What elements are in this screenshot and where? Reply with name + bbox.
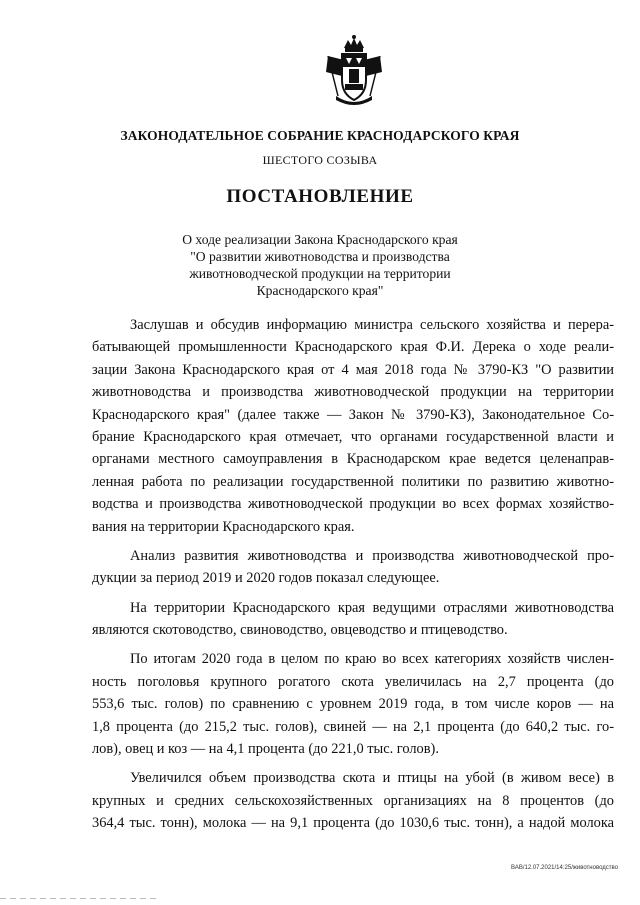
coat-of-arms-icon: [322, 34, 386, 108]
text-line: батывающей промышленности Краснодарского края Ф.И. Дерека о ходе реали-: [92, 339, 614, 356]
paragraph-1: [92, 314, 614, 538]
text-line: 1,8 процента (до 215,2 тыс. голов), свиней — на 2,1 процента (до 640,2 тыс. го-: [92, 718, 614, 735]
paragraph-5: [92, 767, 614, 834]
text-line: являются скотоводство, свиноводство, овцеводство и птицеводство.: [92, 622, 508, 639]
text-line: Увеличился объем производства скота и птицы на убой (в живом весе) в: [130, 770, 614, 787]
paragraph-4: [92, 648, 614, 760]
text-line: 364,4 тыс. тонн), молока — на 9,1 процента (до 1030,6 тыс. тонн), а надой молока: [92, 815, 614, 832]
text-line: ность поголовья крупного рогатого скота увеличилась на 2,7 процента (до: [92, 673, 614, 690]
text-line: животноводства и производства животноводческой продукции на территории: [92, 384, 614, 401]
resolution-subject: [0, 231, 640, 299]
text-line: зации Закона Краснодарского края от 4 мая 2018 года № 3790-КЗ "О развитии: [92, 361, 614, 378]
subject-line: животноводческой продукции на территории: [189, 266, 451, 281]
organization-title: ЗАКОНОДАТЕЛЬНОЕ СОБРАНИЕ КРАСНОДАРСКОГО КРАЯ: [120, 128, 520, 143]
text-line: органами местного самоуправления в Краснодарском крае ведется целенаправ-: [92, 451, 614, 468]
scan-edge-artifact: [0, 897, 640, 900]
paragraph-2: [92, 545, 614, 590]
text-line: 553,6 тыс. голов) по сравнению с уровнем 2019 года, в том числе коров — на: [92, 696, 614, 713]
text-line: Краснодарского края" (далее также — Закон № 3790-КЗ), Законодательное Со-: [92, 406, 614, 423]
subject-line: "О развитии животноводства и производства: [190, 249, 450, 264]
text-line: На территории Краснодарского края ведущими отраслями животноводства: [130, 599, 614, 616]
paragraph-3: [92, 597, 614, 642]
text-line: лов), овец и коз — на 4,1 процента (до 221,0 тыс. голов).: [92, 741, 439, 758]
text-line: Заслушав и обсудив информацию министра сельского хозяйства и перера-: [130, 317, 614, 333]
text-line: водства и производства животноводческой продукции во всех формах хозяйство-: [92, 496, 614, 513]
text-line: вания на территории Краснодарского края.: [92, 518, 355, 535]
text-line: ленная работа по реализации государственной политики по развитию животно-: [92, 473, 614, 490]
convocation-label: ШЕСТОГО СОЗЫВА: [262, 153, 378, 167]
text-line: крупных и средних сельскохозяйственных организациях на 8 процентов (до: [92, 792, 614, 809]
subject-line: О ходе реализации Закона Краснодарского края: [182, 232, 458, 247]
subject-line: Краснодарского края": [256, 283, 384, 298]
document-body: [92, 314, 614, 835]
text-line: дукции за период 2019 и 2020 годов показал следующее.: [92, 570, 440, 587]
text-line: брание Краснодарского края отмечает, что органами государственной власти и: [92, 428, 614, 445]
document-type-title: ПОСТАНОВЛЕНИЕ: [226, 186, 414, 207]
text-line: Анализ развития животноводства и производства животноводческой про-: [130, 547, 614, 564]
document-footer-tag: ВАВ/12.07.2021/14:25/животноводство: [511, 865, 618, 871]
text-line: По итогам 2020 года в целом по краю во всех категориях хозяйств числен-: [130, 651, 614, 668]
